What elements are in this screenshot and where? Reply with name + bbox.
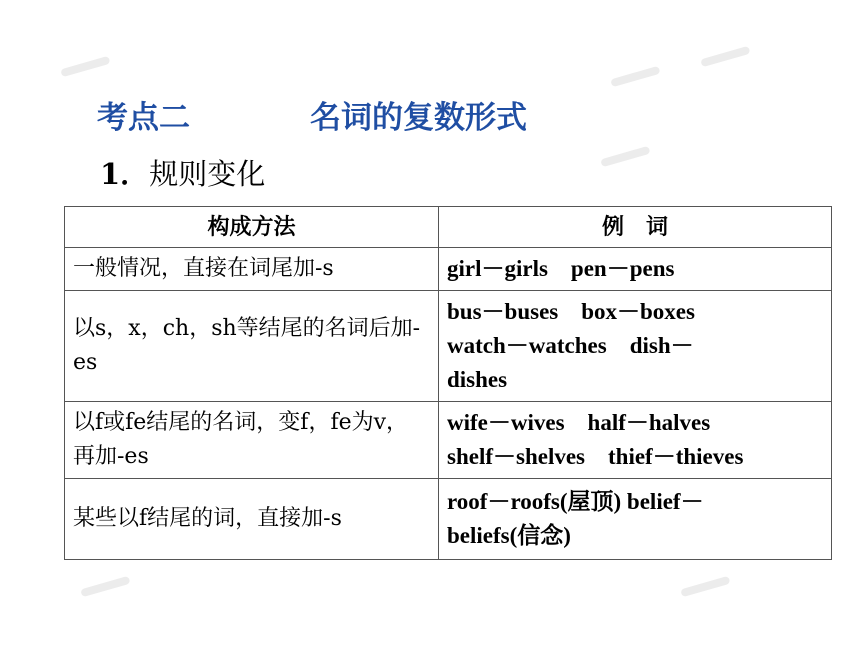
column-header-method: 构成方法 xyxy=(65,207,439,248)
subsection-number: 1． xyxy=(100,157,150,191)
watermark xyxy=(610,63,665,87)
examples-cell xyxy=(439,479,832,560)
table-row xyxy=(65,248,832,291)
point-label: 考点二 xyxy=(97,100,190,136)
example-line: bus－buses box－boxes xyxy=(447,299,695,324)
watermark xyxy=(700,43,755,67)
table-row xyxy=(65,402,832,479)
example-line: roof－roofs(屋顶) belief－ xyxy=(447,489,704,514)
table-row xyxy=(65,479,832,560)
method-cell: 以s，x，ch，sh等结尾的名词后加-es xyxy=(65,291,439,402)
subsection-heading xyxy=(100,152,265,193)
example-line: wife－wives half－halves xyxy=(447,410,711,435)
table-row xyxy=(65,291,832,402)
example-line: dishes xyxy=(447,367,508,392)
examples-cell xyxy=(439,402,832,479)
topic-title: 名词的复数形式 xyxy=(310,100,527,136)
example-line: watch－watches dish－ xyxy=(447,333,694,358)
method-cell: 某些以f结尾的词，直接加-s xyxy=(65,479,439,560)
example-line: girl－girls pen－pens xyxy=(447,256,675,281)
examples-cell xyxy=(439,291,832,402)
example-line: shelf－shelves thief－thieves xyxy=(447,444,744,469)
subsection-title: 规则变化 xyxy=(149,157,266,191)
example-line: beliefs(信念) xyxy=(447,523,571,548)
column-header-examples: 例 词 xyxy=(439,207,832,248)
section-heading xyxy=(97,92,527,137)
table-header-row xyxy=(65,207,832,248)
watermark xyxy=(60,53,115,77)
watermark xyxy=(600,143,655,167)
method-cell: 以f或fe结尾的名词，变f，fe为v，再加-es xyxy=(65,402,439,479)
method-cell: 一般情况，直接在词尾加-s xyxy=(65,248,439,291)
plural-rules-table xyxy=(64,206,832,560)
watermark xyxy=(80,573,135,597)
watermark xyxy=(680,573,735,597)
examples-cell xyxy=(439,248,832,291)
